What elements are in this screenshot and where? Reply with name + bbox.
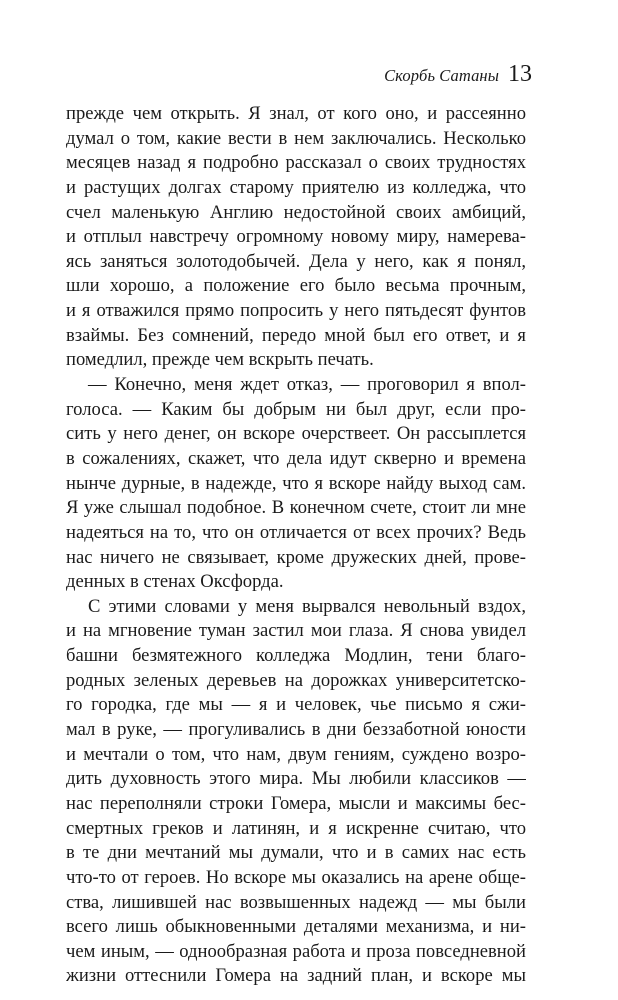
- text-line: сить у него денег, он вскоре очерствеет. Он рассыплется: [66, 423, 526, 445]
- text-line: нас ничего не связывает, кроме дружеских дней, прове-: [66, 546, 526, 568]
- text-line: дить духовность этого мира. Мы любили классиков —: [66, 768, 526, 790]
- text-line: ства, лишившей нас возвышенных надежд — мы были: [66, 891, 526, 913]
- text-line: в сожалениях, скажет, что дела идут скверно и времена: [66, 447, 526, 469]
- text-line: и растущих долгах старому приятелю из колледжа, что: [66, 176, 526, 198]
- paragraph: [66, 102, 526, 373]
- text-line: голоса. — Каким бы добрым ни был друг, если про-: [66, 398, 526, 420]
- text-line: взаймы. Без сомнений, передо мной был его ответ, и я: [66, 324, 526, 346]
- text-line: прежде чем открыть. Я знал, от кого оно, и рассеянно: [66, 103, 526, 124]
- text-line: го городка, где мы — я и человек, чье письмо я сжи-: [66, 694, 526, 716]
- running-title: Скорбь Сатаны: [384, 66, 499, 85]
- text-line: денных в стенах Оксфорда.: [66, 571, 284, 593]
- text-line: родных зеленых деревьев на дорожках университетско-: [66, 669, 526, 691]
- text-line: надеяться на то, что он отличается от всех прочих? Ведь: [66, 521, 526, 543]
- text-line: смертных греков и латинян, и я искренне считаю, что: [66, 817, 526, 839]
- text-line: ясь заняться золотодобычей. Дела у него, как я понял,: [66, 250, 526, 272]
- paragraph: [66, 373, 526, 595]
- text-line: помедлил, прежде чем вскрыть печать.: [66, 349, 374, 371]
- text-line: что-то от героев. Но вскоре мы оказались на арене обще-: [66, 866, 526, 888]
- text-line: — Конечно, меня ждет отказ, — проговорил я впол-: [88, 374, 526, 396]
- text-line: шли хорошо, а положение его было весьма прочным,: [66, 275, 526, 297]
- text-line: нас переполняли строки Гомера, мысли и максимы бес-: [66, 792, 526, 814]
- text-line: и на мгновение туман застил мои глаза. Я снова увидел: [66, 620, 526, 642]
- text-line: Я уже слышал подобное. В конечном счете, стоит ли мне: [66, 497, 526, 519]
- text-line: мал в руке, — прогуливались в дни беззаботной юности: [66, 719, 526, 741]
- text-line: думал о том, какие вести в нем заключались. Несколько: [66, 127, 526, 149]
- text-line: и я отважился прямо попросить у него пятьдесят фунтов: [66, 300, 526, 322]
- text-line: в те дни мечтаний мы думали, что и в самих нас есть: [66, 842, 526, 864]
- text-line: нынче дурные, в надежде, что я вскоре найду выход сам.: [66, 472, 526, 494]
- text-line: счел маленькую Англию недостойной своих амбиций,: [66, 201, 526, 223]
- text-line: всего лишь обыкновенными деталями механизма, и ни-: [66, 916, 526, 938]
- text-line: и отплыл навстречу огромному новому миру, намерева-: [66, 226, 526, 248]
- page-number: 13: [508, 61, 532, 87]
- body-text: [66, 102, 526, 989]
- text-line: башни безмятежного колледжа Модлин, тени благо-: [66, 645, 526, 667]
- text-line: С этими словами у меня вырвался невольный вздох,: [88, 595, 526, 617]
- text-line: и мечтали о том, что нам, двум гениям, суждено возро-: [66, 743, 526, 765]
- text-line: жизни оттеснили Гомера на задний план, и вскоре мы: [66, 965, 526, 987]
- text-line: чем иным, — однообразная работа и проза повседневной: [66, 940, 526, 962]
- text-line: месяцев назад я подробно рассказал о своих трудностях: [66, 152, 526, 174]
- paragraph: [66, 595, 526, 989]
- running-head: [384, 62, 532, 86]
